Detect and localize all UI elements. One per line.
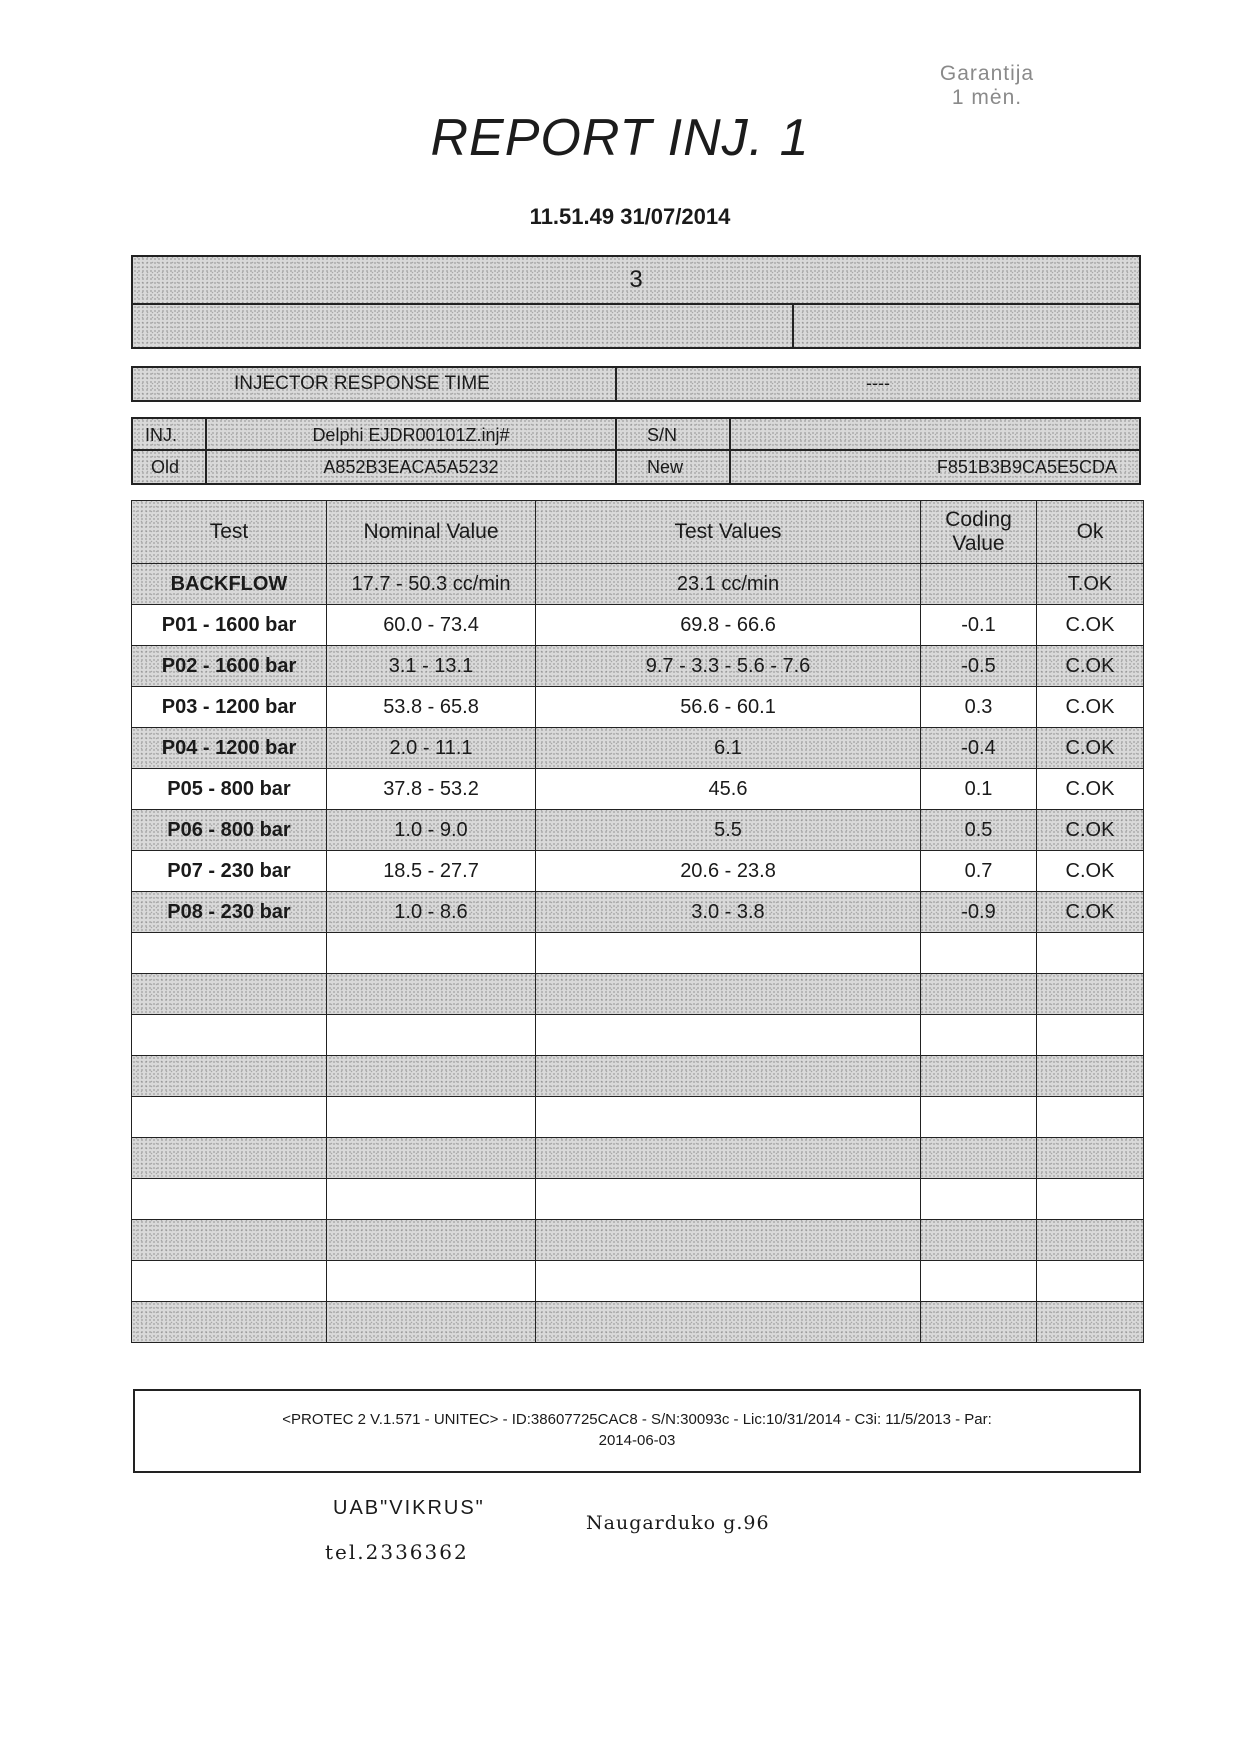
header-test-values: Test Values	[536, 501, 921, 564]
cell-coding: 0.3	[921, 687, 1037, 728]
cell-ok: C.OK	[1037, 810, 1144, 851]
empty-row	[132, 1138, 1144, 1179]
empty-row	[132, 1302, 1144, 1343]
cell-ok: C.OK	[1037, 769, 1144, 810]
empty-row	[132, 1220, 1144, 1261]
table-header-row	[132, 501, 1144, 564]
table-row	[132, 687, 1144, 728]
cell-ok: C.OK	[1037, 646, 1144, 687]
stamp-company: UAB"VIKRUS"	[333, 1497, 485, 1519]
new-label: New	[617, 451, 731, 483]
cell-nominal: 3.1 - 13.1	[327, 646, 536, 687]
sn-label: S/N	[617, 419, 731, 451]
empty-row	[132, 933, 1144, 974]
header-coding-value: Coding Value	[921, 501, 1037, 564]
old-label: Old	[133, 451, 207, 483]
cell-values: 69.8 - 66.6	[536, 605, 921, 646]
empty-row	[132, 1056, 1144, 1097]
cell-coding: -0.4	[921, 728, 1037, 769]
injector-response-time-box	[131, 366, 1141, 402]
cell-nominal: 18.5 - 27.7	[327, 851, 536, 892]
footer-line2: 2014-06-03	[598, 1432, 676, 1449]
header-ok: Ok	[1037, 501, 1144, 564]
old-value: A852B3EACA5A5232	[207, 451, 617, 483]
cell-ok: C.OK	[1037, 605, 1144, 646]
table-row	[132, 646, 1144, 687]
cell-coding: 0.7	[921, 851, 1037, 892]
cell-nominal: 37.8 - 53.2	[327, 769, 536, 810]
cell-values: 45.6	[536, 769, 921, 810]
stamp-phone: tel.2336362	[325, 1540, 469, 1564]
cell-coding: 0.1	[921, 769, 1037, 810]
stamp-address: Naugarduko g.96	[586, 1512, 770, 1534]
cell-nominal: 17.7 - 50.3 cc/min	[327, 564, 536, 605]
cell-values: 9.7 - 3.3 - 5.6 - 7.6	[536, 646, 921, 687]
cell-test: P06 - 800 bar	[132, 810, 327, 851]
warranty-line1: Garantija	[939, 62, 1035, 85]
footer-line1: <PROTEC 2 V.1.571 - UNITEC> - ID:38607725CAC8 - S/N:30093c - Lic:10/31/2014 - C3i: 11/5/2013 - Par:	[282, 1411, 992, 1428]
sn-value	[731, 419, 1139, 451]
cell-values: 56.6 - 60.1	[536, 687, 921, 728]
empty-row	[132, 1261, 1144, 1302]
table-row	[132, 892, 1144, 933]
cell-test: P03 - 1200 bar	[132, 687, 327, 728]
response-time-label: INJECTOR RESPONSE TIME	[234, 373, 490, 394]
table-row	[132, 605, 1144, 646]
cell-coding: -0.1	[921, 605, 1037, 646]
header-nominal-value: Nominal Value	[327, 501, 536, 564]
cell-coding: -0.9	[921, 892, 1037, 933]
cell-values: 6.1	[536, 728, 921, 769]
header-box	[131, 255, 1141, 349]
cell-ok: C.OK	[1037, 851, 1144, 892]
response-time-label-cell	[133, 368, 617, 400]
cell-coding	[921, 564, 1037, 605]
header-test: Test	[132, 501, 327, 564]
cell-nominal: 1.0 - 8.6	[327, 892, 536, 933]
cell-nominal: 60.0 - 73.4	[327, 605, 536, 646]
cell-ok: C.OK	[1037, 892, 1144, 933]
cell-test: P02 - 1600 bar	[132, 646, 327, 687]
cell-nominal: 1.0 - 9.0	[327, 810, 536, 851]
test-results-table	[131, 500, 1144, 1343]
cell-values: 20.6 - 23.8	[536, 851, 921, 892]
table-row	[132, 769, 1144, 810]
empty-row	[132, 1097, 1144, 1138]
inj-value: Delphi EJDR00101Z.inj#	[207, 419, 617, 451]
header-blank-left	[133, 305, 794, 347]
injector-info-box	[131, 417, 1141, 485]
response-time-value: ----	[866, 373, 890, 393]
cell-ok: C.OK	[1037, 687, 1144, 728]
report-title: REPORT INJ. 1	[430, 109, 810, 167]
cell-test: BACKFLOW	[132, 564, 327, 605]
cell-test: P07 - 230 bar	[132, 851, 327, 892]
software-footer	[133, 1389, 1141, 1473]
empty-row	[132, 1015, 1144, 1056]
cell-values: 5.5	[536, 810, 921, 851]
table-row	[132, 728, 1144, 769]
table-row	[132, 564, 1144, 605]
table-row	[132, 810, 1144, 851]
empty-row	[132, 974, 1144, 1015]
report-timestamp: 11.51.49 31/07/2014	[529, 204, 731, 229]
cell-coding: -0.5	[921, 646, 1037, 687]
inj-label: INJ.	[133, 419, 207, 451]
cell-nominal: 53.8 - 65.8	[327, 687, 536, 728]
footer-text	[135, 1409, 1139, 1451]
cell-test: P04 - 1200 bar	[132, 728, 327, 769]
cell-coding: 0.5	[921, 810, 1037, 851]
cell-ok: C.OK	[1037, 728, 1144, 769]
empty-row	[132, 1179, 1144, 1220]
table-row	[132, 851, 1144, 892]
warranty-line2: 1 mėn.	[951, 86, 1023, 109]
cell-nominal: 2.0 - 11.1	[327, 728, 536, 769]
header-number: 3	[133, 257, 1139, 305]
cell-test: P08 - 230 bar	[132, 892, 327, 933]
warranty-stamp	[912, 62, 1062, 110]
cell-ok: T.OK	[1037, 564, 1144, 605]
new-value: F851B3B9CA5E5CDA	[731, 451, 1139, 483]
cell-test: P05 - 800 bar	[132, 769, 327, 810]
cell-values: 23.1 cc/min	[536, 564, 921, 605]
cell-values: 3.0 - 3.8	[536, 892, 921, 933]
cell-test: P01 - 1600 bar	[132, 605, 327, 646]
